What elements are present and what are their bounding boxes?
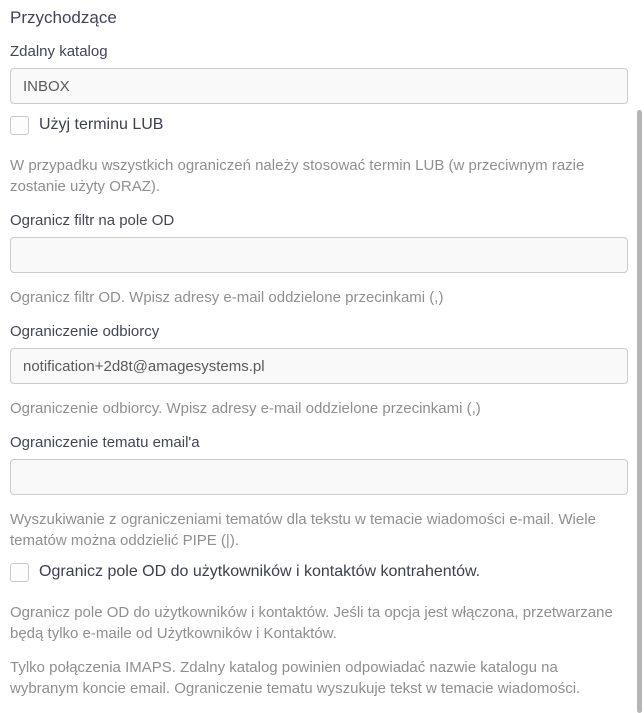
field-group-subject-restriction	[10, 434, 628, 495]
restrict-from-help: Ogranicz pole OD do użytkowników i kontaktów. Jeśli ta opcja jest włączona, przetwarzane będą tylko e-maile od Użytkowników i Kontaktów.	[10, 604, 613, 642]
section-heading-incoming: Przychodzące	[10, 8, 117, 27]
recipient-restriction-label: Ograniczenie odbiorcy	[10, 323, 160, 340]
subject-restriction-label: Ograniczenie tematu email'a	[10, 434, 200, 451]
from-filter-help: Ogranicz filtr OD. Wpisz adresy e-mail oddzielone przecinkami (,)	[10, 289, 444, 306]
use-or-term-label[interactable]: Użyj terminu LUB	[39, 116, 164, 133]
field-group-from-filter	[10, 212, 628, 273]
use-or-term-row	[10, 115, 628, 135]
recipient-restriction-help: Ograniczenie odbiorcy. Wpisz adresy e-mail oddzielone przecinkami (,)	[10, 400, 481, 417]
subject-restriction-input[interactable]	[10, 459, 628, 495]
from-filter-input[interactable]	[10, 237, 628, 273]
use-or-term-help: W przypadku wszystkich ograniczeń należy stosować termin LUB (w przeciwnym razie zostanie użyty ORAZ).	[10, 157, 585, 195]
from-filter-label: Ogranicz filtr na pole OD	[10, 212, 175, 229]
imaps-note: Tylko połączenia IMAPS. Zdalny katalog powinien odpowiadać nazwie katalogu na wybranym koncie email. Ograniczenie tematu wyszukuje tekst w temacie wiadomości.	[10, 659, 581, 697]
remote-folder-label: Zdalny katalog	[10, 43, 108, 60]
field-group-recipient-restriction	[10, 323, 628, 384]
recipient-restriction-input[interactable]	[10, 348, 628, 384]
restrict-from-label[interactable]: Ogranicz pole OD do użytkowników i kontaktów kontrahentów.	[39, 563, 481, 580]
remote-folder-input[interactable]	[10, 68, 628, 104]
vertical-scrollbar-thumb[interactable]	[637, 110, 642, 713]
form-content	[10, 0, 628, 699]
use-or-term-checkbox[interactable]	[10, 116, 29, 135]
restrict-from-row	[10, 562, 628, 582]
restrict-from-checkbox[interactable]	[10, 563, 29, 582]
field-group-remote-folder	[10, 43, 628, 104]
subject-restriction-help: Wyszukiwanie z ograniczeniami tematów dla tekstu w temacie wiadomości e-mail. Wiele tematów można oddzielić PIPE (|).	[10, 511, 596, 549]
